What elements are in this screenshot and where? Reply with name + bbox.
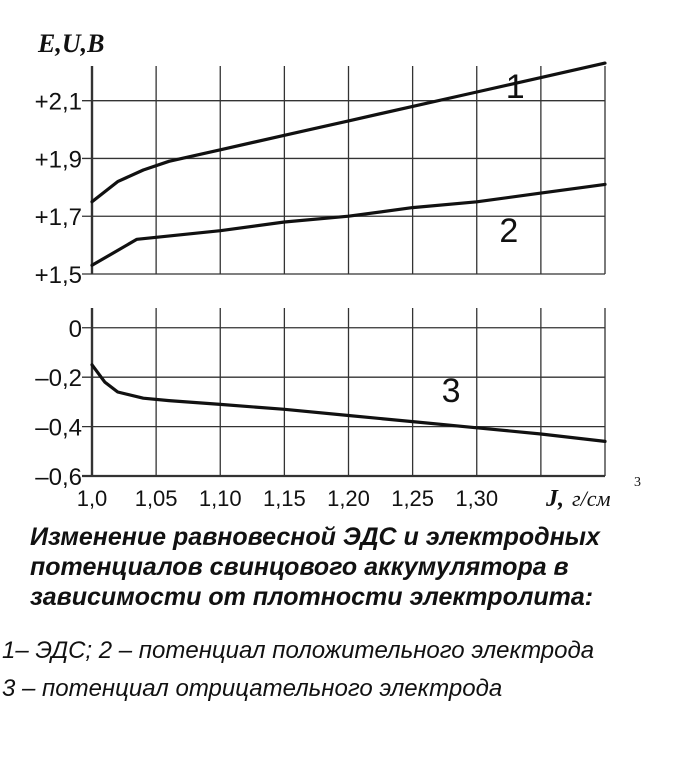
lower-y-tick-label: 0: [68, 315, 82, 343]
legend-line-1: 1– ЭДС; 2 – потенциал положительного электрода: [2, 637, 595, 664]
series-3-label: 3: [441, 371, 461, 410]
figure-caption: [30, 522, 680, 612]
x-tick-label: 1,05: [134, 486, 178, 511]
x-tick-label: 1,30: [455, 486, 499, 511]
lower-panel-grid: [82, 308, 605, 476]
lower-y-tick-label: –0,6: [35, 464, 82, 491]
upper-y-tick-label: +2,1: [34, 88, 82, 116]
x-axis-unit: г/см: [572, 486, 611, 511]
upper-y-tick-label: +1,9: [34, 146, 82, 174]
x-axis-unit-superscript: 3: [634, 475, 641, 490]
x-axis-label: J,: [546, 486, 564, 512]
x-tick-label: 1,10: [198, 486, 242, 511]
legend: [2, 632, 594, 708]
series-2-label: 2: [499, 212, 519, 251]
x-tick-label: 1,0: [76, 486, 108, 511]
series-1-label: 1: [505, 67, 525, 106]
upper-panel-grid: [82, 66, 605, 274]
lower-y-tick-label: –0,2: [35, 365, 82, 393]
upper-y-tick-label: +1,5: [34, 262, 82, 289]
caption-line-1: Изменение равновесной ЭДС и электродных: [30, 523, 600, 551]
lower-y-tick-label: –0,4: [35, 414, 82, 442]
x-tick-label: 1,15: [262, 486, 306, 511]
y-axis-label: E,U,B: [38, 29, 105, 58]
x-tick-label: 1,25: [391, 486, 435, 511]
x-tick-label: 1,20: [327, 486, 370, 511]
upper-y-tick-label: +1,7: [34, 204, 82, 232]
caption-line-2: потенциалов свинцового аккумулятора в: [30, 553, 569, 581]
tick-labels: [35, 68, 525, 511]
legend-line-2: 3 – потенциал отрицательного электрода: [2, 675, 503, 702]
caption-line-3: зависимости от плотности электролита:: [30, 583, 594, 611]
